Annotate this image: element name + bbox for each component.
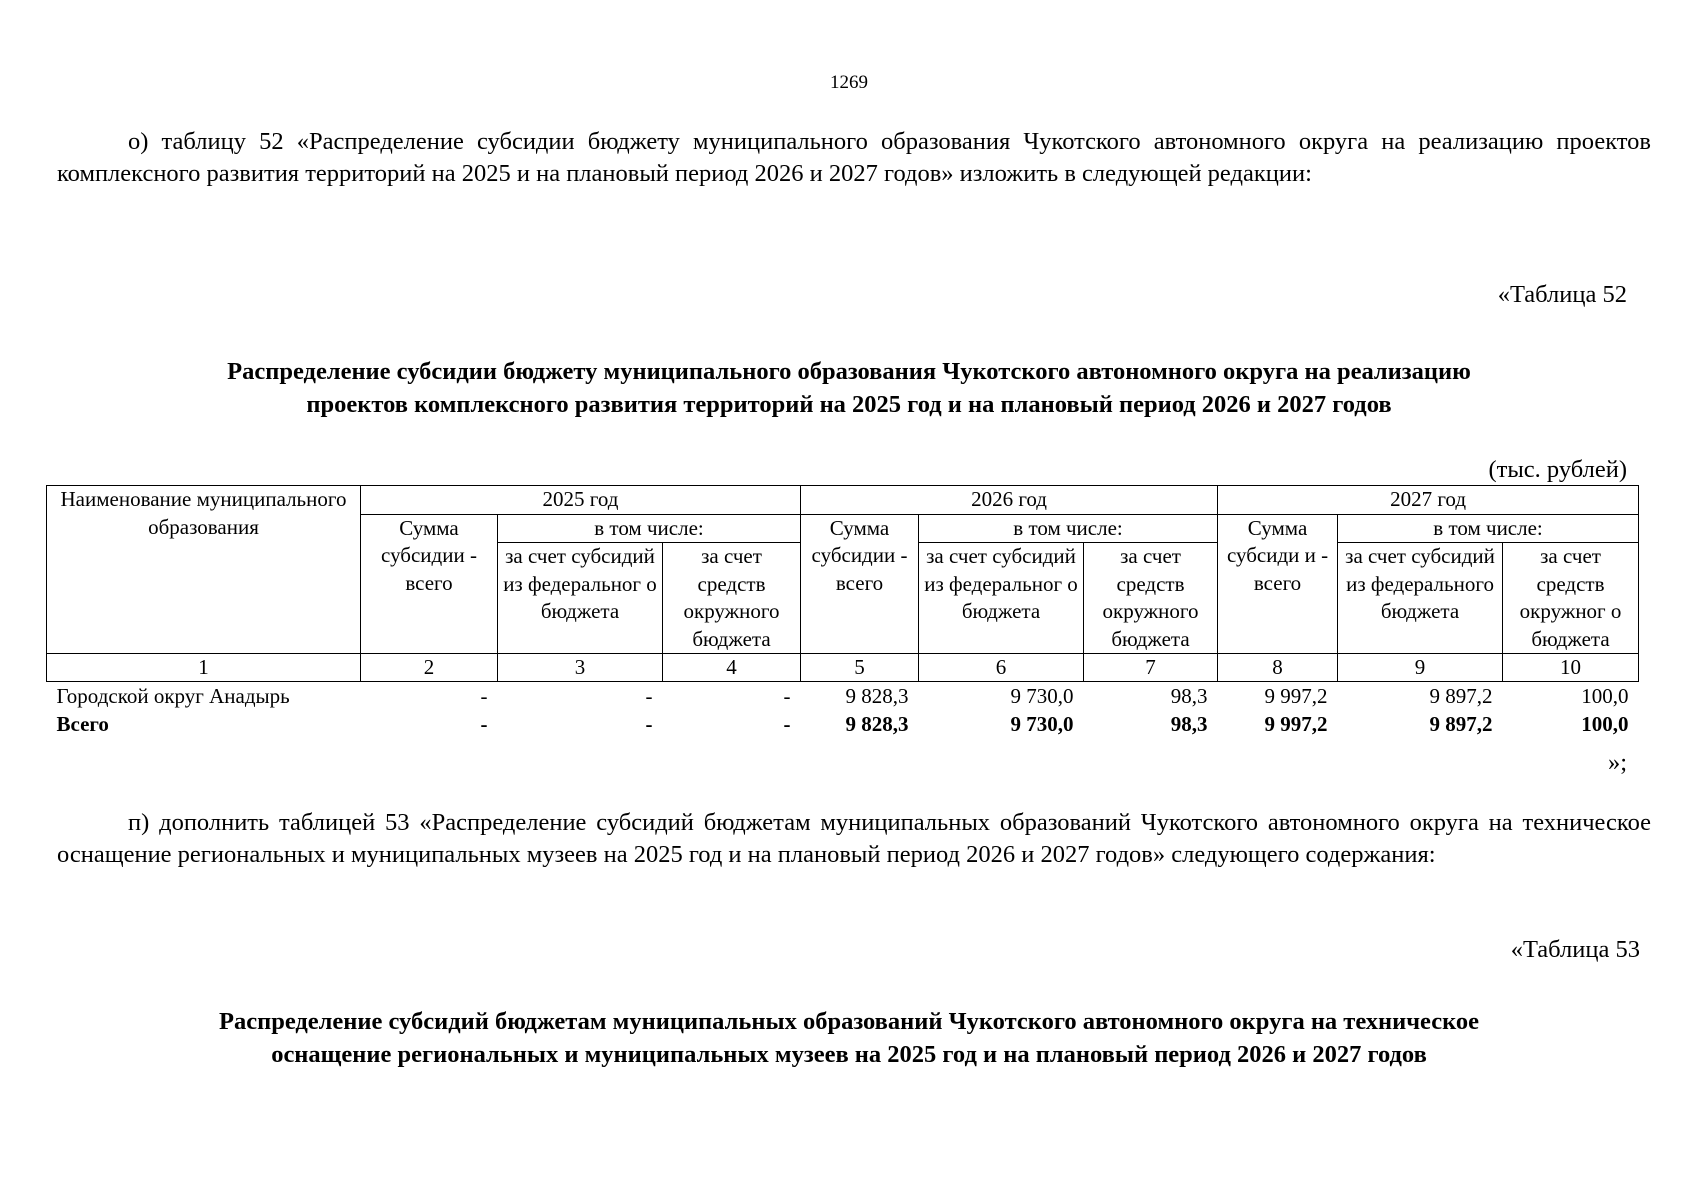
cell-value: 9 730,0	[1010, 712, 1074, 736]
header-year-2027: 2027 год	[1218, 486, 1639, 515]
header-year-2026: 2026 год	[801, 486, 1218, 515]
header-district-2027: за счет средств окружног о бюджета	[1503, 543, 1639, 654]
header-district-2025: за счет средств окружного бюджета	[663, 543, 801, 654]
col-number: 4	[663, 654, 801, 682]
table-52-closing-quote: »;	[1607, 749, 1627, 776]
header-district-2026: за счет средств окружного бюджета	[1084, 543, 1218, 654]
col-number: 6	[919, 654, 1084, 682]
cell-value: 98,3	[1170, 712, 1208, 736]
cell-value: 100,0	[1581, 684, 1629, 708]
table-53-label: «Таблица 53	[1510, 936, 1640, 963]
cell-value: -	[645, 684, 653, 708]
header-incl-2026: в том числе:	[919, 514, 1218, 543]
cell-value: 9 997,2	[1264, 684, 1328, 708]
cell-value: -	[480, 712, 488, 736]
table-row	[47, 682, 1639, 711]
table-52	[46, 485, 1639, 738]
col-number: 9	[1338, 654, 1503, 682]
table-52-label: «Таблица 52	[1497, 281, 1627, 308]
units-label: (тыс. рублей)	[1488, 456, 1627, 483]
col-number: 3	[498, 654, 663, 682]
amendment-paragraph-o	[57, 126, 1651, 190]
cell-value: 9 730,0	[1010, 684, 1074, 708]
title-line: оснащение региональных и муниципальных музеев на 2025 год и на плановый период 2026 и 2027 годов	[271, 1041, 1427, 1068]
header-sum-2025: Сумма субсидии - всего	[361, 514, 498, 654]
header-federal-2027: за счет субсидий из федерального бюджета	[1338, 543, 1503, 654]
cell-value: -	[645, 712, 653, 736]
total-label: Всего	[56, 712, 109, 736]
title-line: Распределение субсидий бюджетам муниципальных образований Чукотского автономного округа на техническое	[219, 1008, 1479, 1035]
paragraph-text: п) дополнить таблицей 53 «Распределение субсидий бюджетам муниципальных образований Чукотского автономного округа на техническое оснащение региональных и муниципальных музеев на 2025 год и на плановый период 2026 и 2027 годов» следующего содержания:	[57, 809, 1651, 868]
paragraph-text: о) таблицу 52 «Распределение субсидии бюджету муниципального образования Чукотского автономного округа на реализацию проектов комплексного развития территорий на 2025 и на плановый период 2026 и 2027 годов» изложить в следующей редакции:	[57, 128, 1651, 187]
header-federal-2025: за счет субсидий из федеральног о бюджета	[498, 543, 663, 654]
col-number: 8	[1218, 654, 1338, 682]
header-incl-2025: в том числе:	[498, 514, 801, 543]
cell-value: 9 897,2	[1429, 712, 1493, 736]
col-number: 1	[47, 654, 361, 682]
amendment-paragraph-p	[57, 807, 1651, 871]
cell-value: -	[480, 684, 488, 708]
header-federal-2026: за счет субсидий из федеральног о бюджета	[919, 543, 1084, 654]
header-year-2025: 2025 год	[361, 486, 801, 515]
title-line: Распределение субсидии бюджету муниципального образования Чукотского автономного округа на реализацию	[227, 358, 1471, 385]
table-53-title	[0, 1005, 1698, 1071]
cell-value: -	[783, 684, 791, 708]
cell-value: 9 897,2	[1429, 684, 1493, 708]
total-row	[47, 710, 1639, 738]
col-number: 10	[1503, 654, 1639, 682]
cell-value: 9 997,2	[1264, 712, 1328, 736]
title-line: проектов комплексного развития территорий на 2025 год и на плановый период 2026 и 2027 годов	[306, 391, 1392, 418]
col-number: 7	[1084, 654, 1218, 682]
header-name-column: Наименование муниципального образования	[47, 486, 361, 654]
cell-value: -	[783, 712, 791, 736]
page-number: 1269	[830, 72, 868, 93]
header-sum-2027: Сумма субсиди и - всего	[1218, 514, 1338, 654]
col-number: 5	[801, 654, 919, 682]
cell-value: 100,0	[1581, 712, 1629, 736]
cell-value: 98,3	[1170, 684, 1208, 708]
table-52-title	[0, 355, 1698, 421]
col-number: 2	[361, 654, 498, 682]
row-name: Городской округ Анадырь	[56, 684, 290, 708]
header-incl-2027: в том числе:	[1338, 514, 1639, 543]
cell-value: 9 828,3	[845, 712, 909, 736]
header-sum-2026: Сумма субсидии - всего	[801, 514, 919, 654]
cell-value: 9 828,3	[845, 684, 909, 708]
